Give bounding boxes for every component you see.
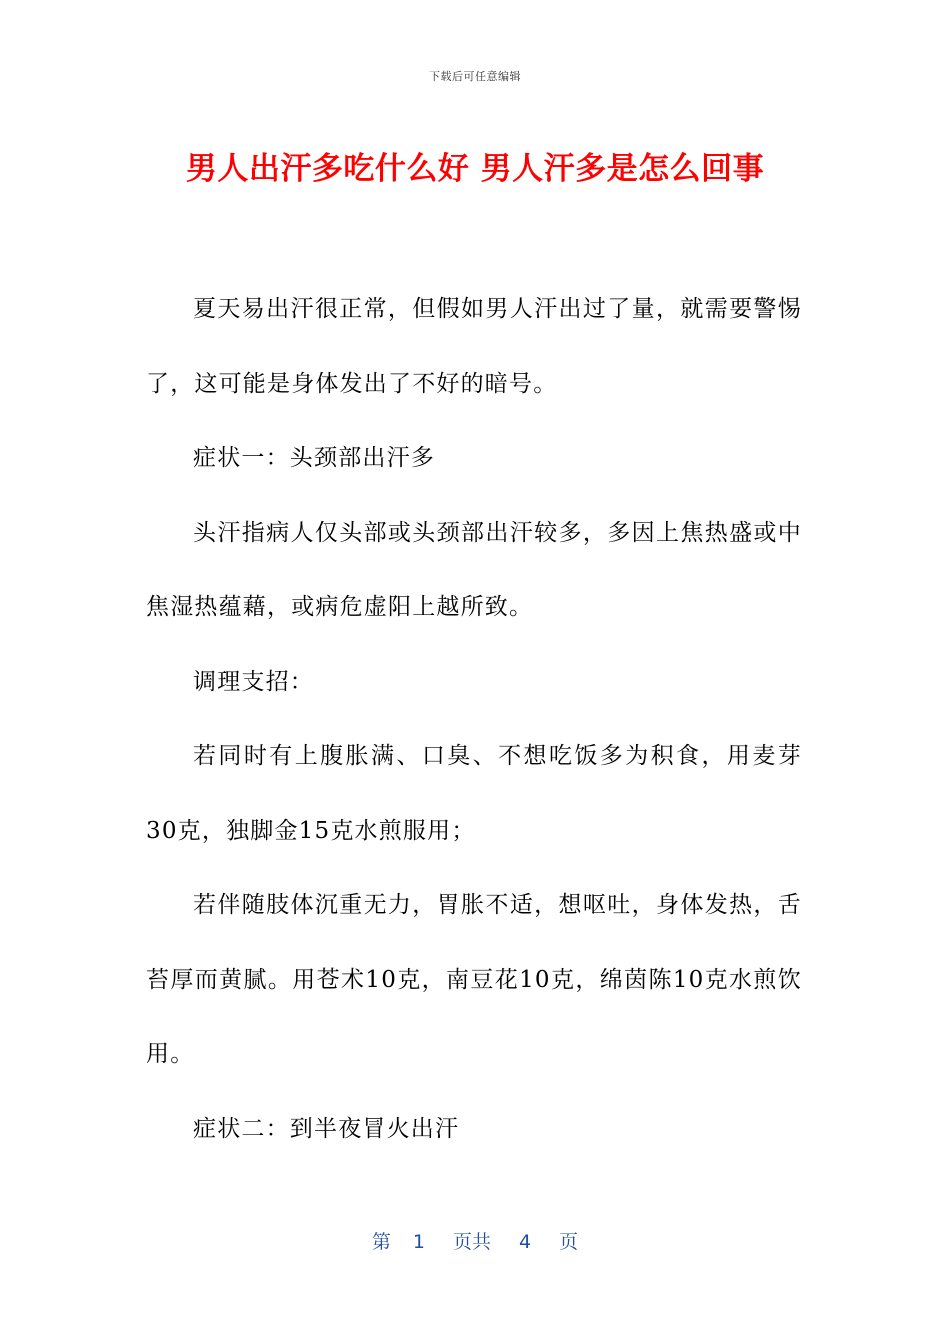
document-body [146,272,802,1166]
page-title: 男人出汗多吃什么好 男人汗多是怎么回事 [185,151,765,187]
paragraph-remedy-two: 若伴随肢体沉重无力，胃胀不适，想呕吐，身体发热，舌苔厚而黄腻。用苍术10克，南豆花10克，绵茵陈10克水煎饮用。 [146,892,802,1067]
header-note: 下载后可任意编辑 [429,70,521,83]
paragraph-symptom-one-description: 头汗指病人仅头部或头颈部出汗较多，多因上焦热盛或中焦湿热蕴藉，或病危虚阳上越所致。 [146,519,802,620]
footer-page-prefix: 第 [371,1231,391,1253]
paragraph-remedy-one: 若同时有上腹胀满、口臭、不想吃饭多为积食，用麦芽30克，独脚金15克水煎服用； [146,743,802,844]
paragraph-symptom-one-heading: 症状一：头颈部出汗多 [193,445,435,471]
paragraph-symptom-two-heading: 症状二：到半夜冒火出汗 [193,1115,460,1142]
paragraph-remedy-heading: 调理支招： [193,668,314,695]
footer-page-mid: 页共 [452,1231,491,1253]
paragraph-intro: 夏天易出汗很正常，但假如男人汗出过了量，就需要警惕了，这可能是身体发出了不好的暗号。 [146,296,802,397]
footer-page-current: 1 [412,1231,425,1253]
footer-page-total: 4 [519,1231,532,1253]
page-footer [0,1227,950,1254]
footer-page-suffix: 页 [559,1231,579,1253]
